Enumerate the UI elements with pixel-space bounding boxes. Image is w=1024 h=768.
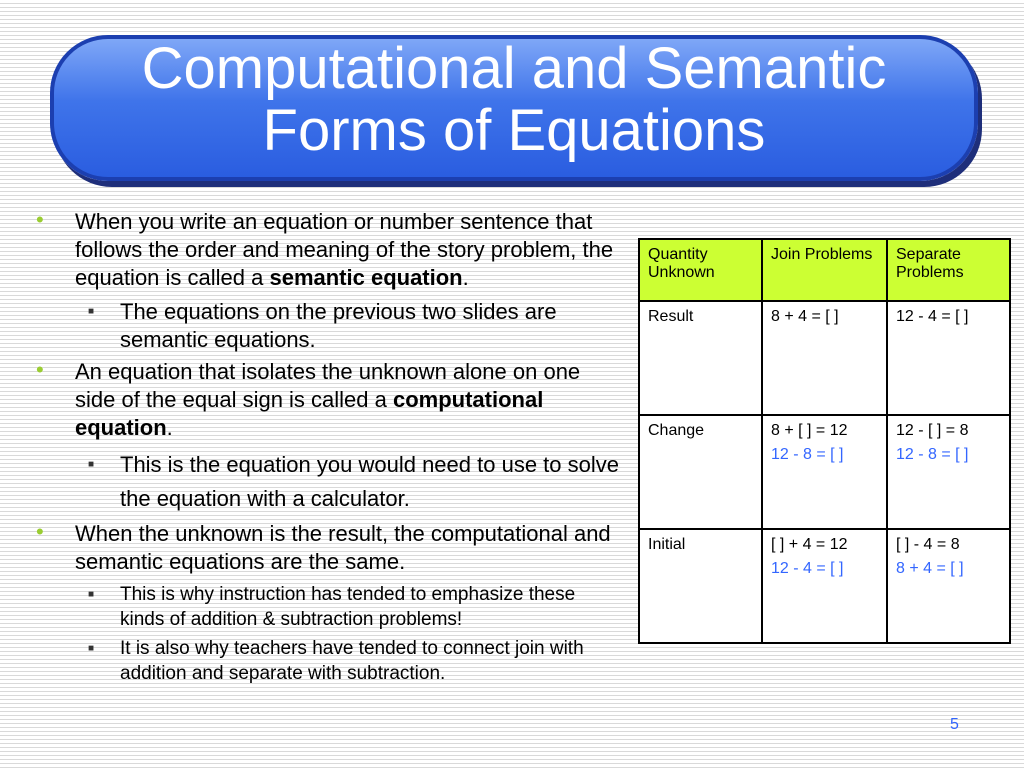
semantic-equation: 8 + 4 = [ ] (771, 308, 839, 325)
page-number: 5 (950, 716, 959, 733)
computational-equation: 12 - 4 = [ ] (771, 560, 844, 577)
bullet-result-unknown: • When the unknown is the result, the computational and semantic equations are the same. (36, 519, 611, 574)
bullet-dot-icon: • (36, 207, 44, 232)
title-line-2: Forms of Equations (262, 98, 766, 163)
square-bullet-icon: ■ (88, 643, 95, 654)
sub-bullet-teachers: ■ It is also why teachers have tended to connect join with addition and separate with subtraction. (88, 638, 584, 684)
semantic-equation: [ ] + 4 = 12 (771, 536, 848, 553)
header-quantity-unknown: Quantity Unknown (639, 239, 762, 301)
bullet-dot-icon: • (36, 357, 44, 382)
slide-title (50, 38, 978, 162)
semantic-equation: 12 - [ ] = 8 (896, 422, 969, 439)
bullet-dot-icon: • (36, 519, 44, 544)
bullet-computational: • An equation that isolates the unknown alone on one side of the equal sign is called a computational equation. (36, 357, 581, 440)
semantic-equation: [ ] - 4 = 8 (896, 536, 960, 553)
join-cell (762, 301, 887, 415)
square-bullet-icon: ■ (88, 459, 95, 470)
join-cell (762, 529, 887, 643)
table-row-result (639, 301, 1010, 415)
term-semantic-equation: semantic equation (269, 265, 463, 290)
term-computational-equation: computational equation (75, 387, 544, 440)
join-cell (762, 415, 887, 529)
bullet-semantic: • When you write an equation or number sentence that follows the order and meaning of the story problem, the equation is called a semantic equation. (36, 207, 614, 290)
computational-equation: 12 - 8 = [ ] (771, 446, 844, 463)
title-line-1: Computational and Semantic (141, 36, 887, 101)
header-join-problems: Join Problems (762, 239, 887, 301)
square-bullet-icon: ■ (88, 589, 95, 600)
separate-cell (887, 529, 1010, 643)
computational-equation: 8 + 4 = [ ] (896, 560, 964, 577)
computational-equation: 12 - 8 = [ ] (896, 446, 969, 463)
separate-cell (887, 415, 1010, 529)
sub-bullet-previous-slides: ■ The equations on the previous two slides are semantic equations. (88, 299, 557, 352)
semantic-equation: 8 + [ ] = 12 (771, 422, 848, 439)
header-separate-problems: Separate Problems (887, 239, 1010, 301)
sub-bullet-calculator: ■ This is the equation you would need to use to solve the equation with a calculator. (30, 448, 620, 516)
semantic-equation: 12 - 4 = [ ] (896, 308, 969, 325)
sub-bullet-instruction: ■ This is why instruction has tended to emphasize these kinds of addition & subtraction problems! (88, 584, 576, 630)
table-row-change (639, 415, 1010, 529)
square-bullet-icon: ■ (88, 306, 95, 317)
row-label: Result (639, 301, 762, 415)
row-label: Change (639, 415, 762, 529)
row-label: Initial (639, 529, 762, 643)
separate-cell (887, 301, 1010, 415)
bullet-list (30, 208, 620, 690)
table-row-initial (639, 529, 1010, 643)
table-header-row (639, 239, 1010, 301)
equations-table (638, 238, 1011, 644)
